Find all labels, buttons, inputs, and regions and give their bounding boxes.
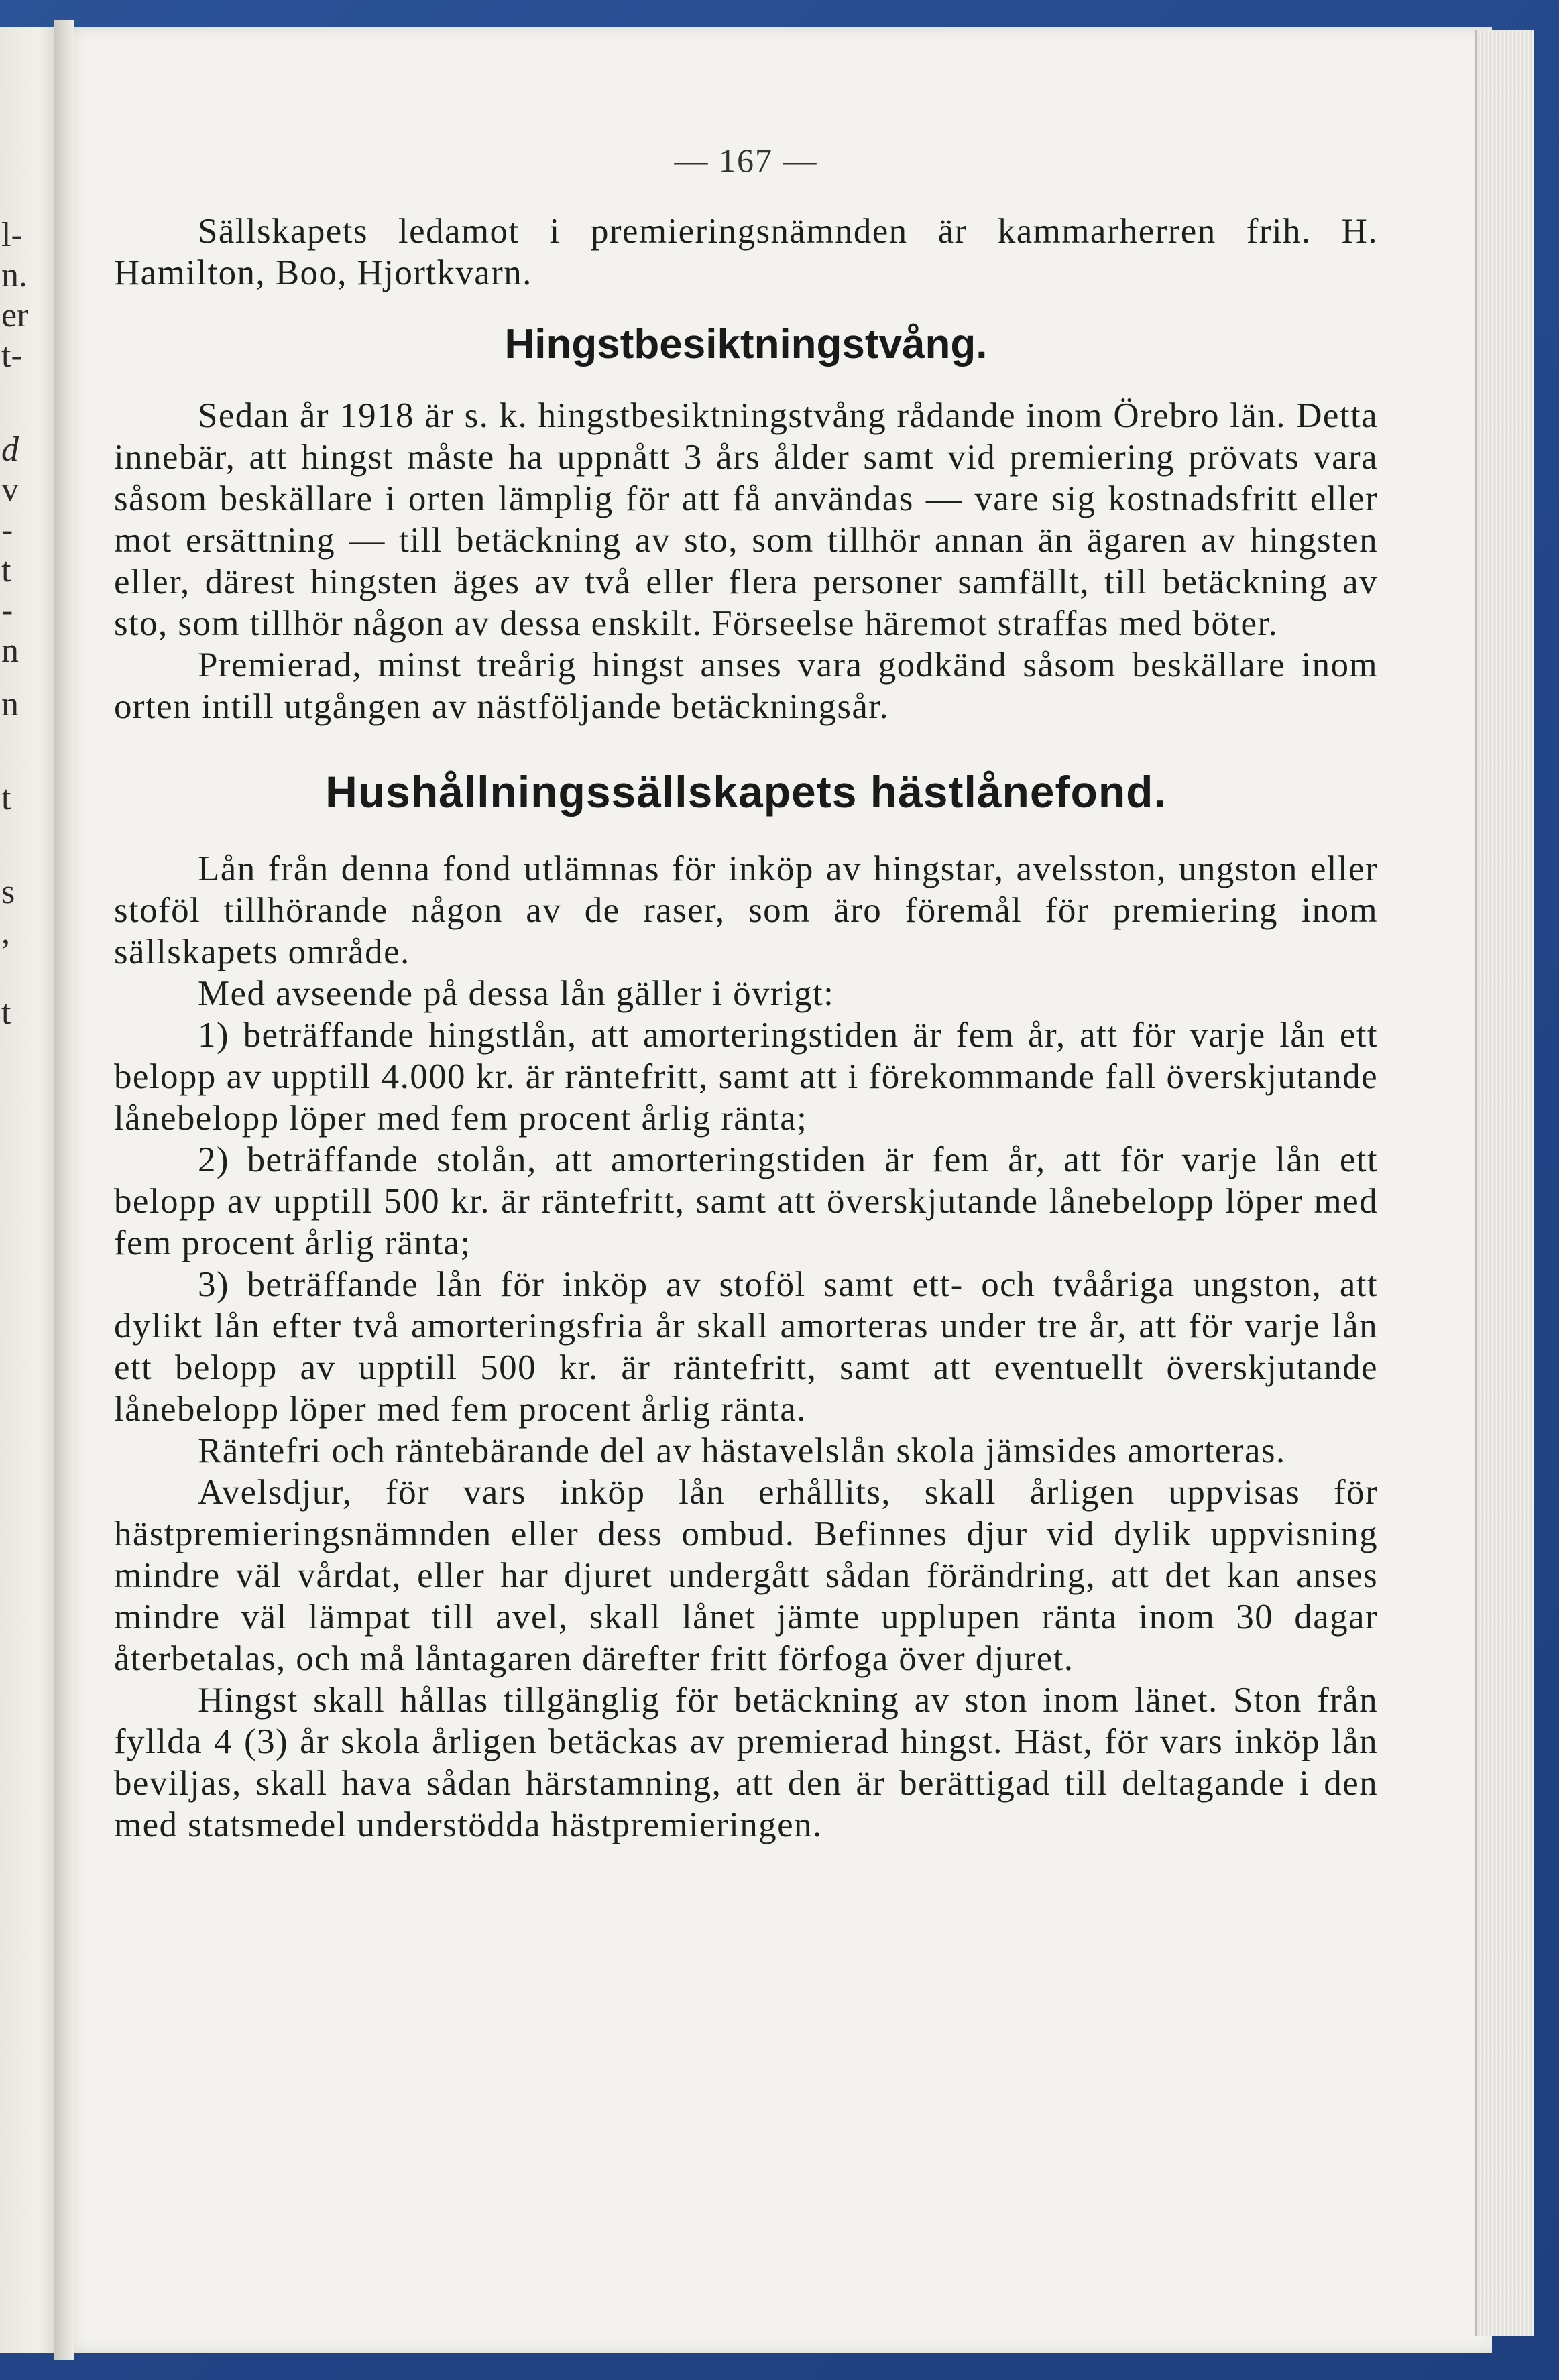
section1-paragraph: Sedan år 1918 är s. k. hingstbesiktningstvång rådande inom Örebro län. Detta innebär, att hingst måste ha uppnått 3 års ålder samt vid premiering prövats vara såsom beskällare i orten lämplig för att få användas — vare sig kostnadsfritt eller mot ersättning — till betäckning av sto, som tillhör annan än ägaren av hingsten eller, därest hingsten äges av två eller flera personer samfällt, till betäckning av sto, som tillhör någon av dessa enskilt. Förseelse häremot straffas med böter. bbox=[114, 396, 1378, 643]
previous-page-fragment: - bbox=[1, 511, 13, 549]
book-gutter bbox=[54, 20, 74, 2360]
previous-page-fragment: t bbox=[1, 551, 11, 589]
previous-page-fragment: - bbox=[1, 591, 13, 630]
previous-page-fragment: l- bbox=[1, 216, 23, 254]
book-page bbox=[64, 27, 1492, 2353]
previous-page-fragment: er bbox=[1, 296, 29, 335]
section2-list-item: 2) beträffande stolån, att amorteringstiden är fem år, att för varje lån ett belopp av upptill 500 kr. är räntefritt, samt att överskjutande lånebelopp löper med fem procent årlig ränta; bbox=[114, 1140, 1378, 1262]
section2-paragraph: Räntefri och räntebärande del av hästavelslån skola jämsides amorteras. bbox=[198, 1431, 1286, 1470]
previous-page-fragment: t- bbox=[1, 337, 23, 375]
previous-page-fragment: v bbox=[1, 471, 19, 509]
previous-page-fragment: n bbox=[1, 632, 19, 670]
previous-page-fragment: t bbox=[1, 994, 11, 1032]
intro-paragraph: Sällskapets ledamot i premieringsnämnden är kammarherren frih. H. Hamilton, Boo, Hjortkvarn. bbox=[114, 212, 1378, 292]
previous-page-fragment: d bbox=[1, 430, 19, 469]
section2-list-item: 1) beträffande hingstlån, att amorteringstiden är fem år, att för varje lån ett belopp av upptill 4.000 kr. är räntefritt, samt att i förekommande fall överskjutande lånebelopp löper med fem procent årlig ränta; bbox=[114, 1016, 1378, 1138]
section-heading-hastlanefond: Hushållningssällskapets hästlånefond. bbox=[325, 767, 1167, 817]
previous-page-fragment: n. bbox=[1, 256, 27, 294]
previous-page-fragment: n bbox=[1, 685, 19, 723]
section2-paragraph: Lån från denna fond utlämnas för inköp av hingstar, avelsston, ungston eller stoföl tillhörande någon av de raser, som äro föremål för premiering inom sällskapets område. bbox=[114, 849, 1378, 971]
previous-page-fragment: t bbox=[1, 779, 11, 817]
previous-page-fragment: , bbox=[1, 913, 10, 951]
page-content bbox=[114, 141, 1378, 1846]
section2-paragraph: Hingst skall hållas tillgänglig för betäckning av ston inom länet. Ston från fyllda 4 (3) år skola årligen betäckas av premierad hingst. Häst, för vars inköp lån beviljas, skall hava sådan härstamning, att den är berättigad till deltagande i den med statsmedel understödda hästpremieringen. bbox=[114, 1681, 1378, 1844]
section2-paragraph: Med avseende på dessa lån gäller i övrigt: bbox=[198, 974, 835, 1013]
page-number: — 167 — bbox=[674, 141, 818, 179]
page-stack-edges bbox=[1475, 30, 1534, 2336]
section2-paragraph: Avelsdjur, för vars inköp lån erhållits, skall årligen uppvisas för hästpremieringsnämnden eller dess ombud. Befinnes djur vid dylik uppvisning mindre väl vårdat, eller har djuret undergått sådan förändring, att det kan anses mindre väl lämpat till avel, skall lånet jämte upplupen ränta inom 30 dagar återbetalas, och må låntagaren därefter fritt förfoga över djuret. bbox=[114, 1473, 1378, 1678]
section2-list-item: 3) beträffande lån för inköp av stoföl samt ett- och tvååriga ungston, att dylikt lån efter två amorteringsfria år skall amorteras under tre år, att för varje lån ett belopp av upptill 500 kr. är räntefritt, samt att eventuellt överskjutande lånebelopp löper med fem procent årlig ränta. bbox=[114, 1265, 1378, 1429]
section1-paragraph: Premierad, minst treårig hingst anses vara godkänd såsom beskällare inom orten intill utgången av nästföljande betäckningsår. bbox=[114, 646, 1378, 726]
previous-page-fragment: s bbox=[1, 873, 15, 911]
section-heading-hingstbesiktningstvang: Hingstbesiktningstvång. bbox=[504, 321, 988, 367]
